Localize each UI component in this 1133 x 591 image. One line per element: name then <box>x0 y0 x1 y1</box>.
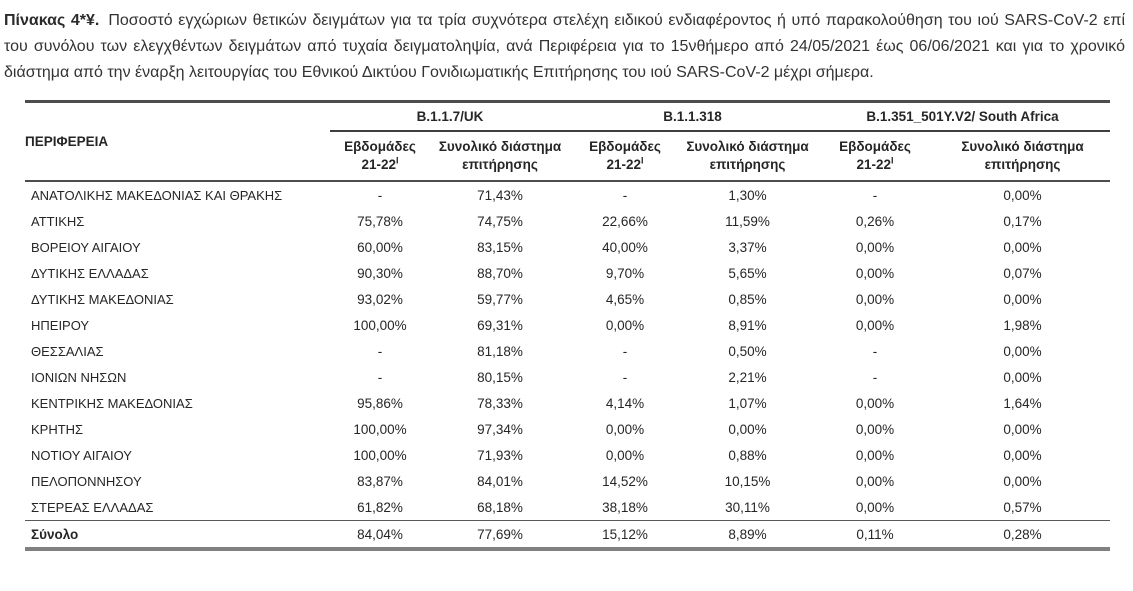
region-cell: ΣΤΕΡΕΑΣ ΕΛΛΑΔΑΣ <box>25 494 330 521</box>
value-cell: 1,98% <box>935 312 1110 338</box>
table-row <box>25 338 1110 364</box>
group-header-b1351: B.1.351_501Y.V2/ South Africa <box>815 102 1110 132</box>
region-cell: ΚΕΝΤΡΙΚΗΣ ΜΑΚΕΔΟΝΙΑΣ <box>25 390 330 416</box>
value-cell: 0,88% <box>680 442 815 468</box>
value-cell: 61,82% <box>330 494 430 521</box>
value-cell: 0,00% <box>815 390 935 416</box>
value-cell: 0,00% <box>680 416 815 442</box>
table-row <box>25 286 1110 312</box>
value-cell: 84,01% <box>430 468 570 494</box>
value-cell: 0,00% <box>815 234 935 260</box>
value-cell: 0,00% <box>815 416 935 442</box>
region-cell: ΔΥΤΙΚΗΣ ΕΛΛΑΔΑΣ <box>25 260 330 286</box>
region-cell: ΔΥΤΙΚΗΣ ΜΑΚΕΔΟΝΙΑΣ <box>25 286 330 312</box>
value-cell: 2,21% <box>680 364 815 390</box>
value-cell: 22,66% <box>570 208 680 234</box>
subheader-total-2: Συνολικό διάστημα επιτήρησης <box>680 131 815 181</box>
value-cell: - <box>815 181 935 208</box>
value-cell: 0,00% <box>570 416 680 442</box>
region-column-header: ΠΕΡΙΦΕΡΕΙΑ <box>25 102 330 182</box>
value-cell: 4,14% <box>570 390 680 416</box>
value-cell: 83,87% <box>330 468 430 494</box>
value-cell: 4,65% <box>570 286 680 312</box>
value-cell: 88,70% <box>430 260 570 286</box>
table-row <box>25 312 1110 338</box>
value-cell: 0,00% <box>935 468 1110 494</box>
value-cell: 97,34% <box>430 416 570 442</box>
value-cell: 0,00% <box>815 286 935 312</box>
region-cell: ΝΟΤΙΟΥ ΑΙΓΑΙΟΥ <box>25 442 330 468</box>
value-cell: 75,78% <box>330 208 430 234</box>
region-cell: ΑΝΑΤΟΛΙΚΗΣ ΜΑΚΕΔΟΝΙΑΣ ΚΑΙ ΘΡΑΚΗΣ <box>25 181 330 208</box>
value-cell: 95,86% <box>330 390 430 416</box>
value-cell: 0,00% <box>570 312 680 338</box>
value-cell: 8,89% <box>680 521 815 550</box>
value-cell: 0,00% <box>935 416 1110 442</box>
value-cell: - <box>330 181 430 208</box>
value-cell: - <box>330 364 430 390</box>
value-cell: 10,15% <box>680 468 815 494</box>
value-cell: 0,00% <box>815 442 935 468</box>
value-cell: - <box>570 338 680 364</box>
value-cell: - <box>815 338 935 364</box>
value-cell: 59,77% <box>430 286 570 312</box>
table-row <box>25 494 1110 521</box>
value-cell: 80,15% <box>430 364 570 390</box>
value-cell: 0,00% <box>935 234 1110 260</box>
table-row <box>25 390 1110 416</box>
value-cell: 0,00% <box>815 468 935 494</box>
region-cell: ΒΟΡΕΙΟΥ ΑΙΓΑΙΟΥ <box>25 234 330 260</box>
value-cell: 100,00% <box>330 312 430 338</box>
value-cell: 15,12% <box>570 521 680 550</box>
table-header <box>25 102 1110 182</box>
table-row <box>25 234 1110 260</box>
value-cell: 0,07% <box>935 260 1110 286</box>
value-cell: 90,30% <box>330 260 430 286</box>
value-cell: 0,00% <box>935 364 1110 390</box>
region-cell: ΚΡΗΤΗΣ <box>25 416 330 442</box>
footnote-marker: Ι <box>891 155 894 166</box>
subheader-total-3: Συνολικό διάστημα επιτήρησης <box>935 131 1110 181</box>
value-cell: 0,11% <box>815 521 935 550</box>
table-row <box>25 181 1110 208</box>
value-cell: - <box>330 338 430 364</box>
value-cell: 0,00% <box>935 181 1110 208</box>
value-cell: 0,17% <box>935 208 1110 234</box>
value-cell: 40,00% <box>570 234 680 260</box>
value-cell: 100,00% <box>330 416 430 442</box>
variants-table <box>25 100 1110 551</box>
table-caption-text: Ποσοστό εγχώριων θετικών δειγμάτων για τα τρία συχνότερα στελέχη ειδικού ενδιαφέροντος ή υπό παρακολούθηση του ιού SARS-CoV-2 επί του συνόλου των ελεγχθέντων δειγμάτων από τυχαία δειγματοληψία, ανά Περιφέρεια για το 15νθήμερο από 24/05/2021 έως 06/06/2021 και για το χρονικό διάστημα από την έναρξη λειτουργίας του Εθνικού Δικτύου Γονιδιωματικής Επιτήρησης του ιού SARS-CoV-2 μέχρι σήμερα. <box>4 12 1125 81</box>
table-row <box>25 468 1110 494</box>
variant-group-row <box>25 102 1110 132</box>
table-row <box>25 260 1110 286</box>
value-cell: 0,00% <box>815 494 935 521</box>
value-cell: 1,07% <box>680 390 815 416</box>
footnote-marker: Ι <box>641 155 644 166</box>
value-cell: 81,18% <box>430 338 570 364</box>
value-cell: 0,57% <box>935 494 1110 521</box>
table-caption-label: Πίνακας 4*¥. <box>4 12 100 29</box>
region-cell: ΑΤΤΙΚΗΣ <box>25 208 330 234</box>
region-cell: ΗΠΕΙΡΟΥ <box>25 312 330 338</box>
value-cell: 84,04% <box>330 521 430 550</box>
footnote-marker: Ι <box>396 155 399 166</box>
value-cell: 0,50% <box>680 338 815 364</box>
value-cell: 8,91% <box>680 312 815 338</box>
value-cell: 0,00% <box>815 312 935 338</box>
value-cell: - <box>570 181 680 208</box>
value-cell: 69,31% <box>430 312 570 338</box>
value-cell: - <box>570 364 680 390</box>
value-cell: 0,28% <box>935 521 1110 550</box>
value-cell: 0,00% <box>935 442 1110 468</box>
subheader-weeks-1: Εβδομάδες $21-22^I$ <box>330 131 430 181</box>
value-cell: 77,69% <box>430 521 570 550</box>
value-cell: 1,30% <box>680 181 815 208</box>
value-cell: 0,00% <box>935 286 1110 312</box>
group-header-b11318: B.1.1.318 <box>570 102 815 132</box>
value-cell: 93,02% <box>330 286 430 312</box>
value-cell: 60,00% <box>330 234 430 260</box>
region-cell: ΙΟΝΙΩΝ ΝΗΣΩΝ <box>25 364 330 390</box>
region-cell: ΘΕΣΣΑΛΙΑΣ <box>25 338 330 364</box>
value-cell: 71,43% <box>430 181 570 208</box>
table-caption <box>4 8 1125 86</box>
value-cell: 0,00% <box>815 260 935 286</box>
value-cell: 74,75% <box>430 208 570 234</box>
value-cell: 78,33% <box>430 390 570 416</box>
value-cell: 0,00% <box>935 338 1110 364</box>
value-cell: 1,64% <box>935 390 1110 416</box>
value-cell: 5,65% <box>680 260 815 286</box>
value-cell: 0,26% <box>815 208 935 234</box>
value-cell: 38,18% <box>570 494 680 521</box>
total-row <box>25 521 1110 550</box>
table-body <box>25 181 1110 549</box>
value-cell: 100,00% <box>330 442 430 468</box>
value-cell: - <box>815 364 935 390</box>
group-header-b117: B.1.1.7/UK <box>330 102 570 132</box>
table-row <box>25 364 1110 390</box>
value-cell: 3,37% <box>680 234 815 260</box>
value-cell: 11,59% <box>680 208 815 234</box>
subheader-weeks-3: Εβδομάδες $21-22^I$ <box>815 131 935 181</box>
region-cell: ΠΕΛΟΠΟΝΝΗΣΟΥ <box>25 468 330 494</box>
value-cell: 68,18% <box>430 494 570 521</box>
value-cell: 71,93% <box>430 442 570 468</box>
table-row <box>25 442 1110 468</box>
table-container <box>25 100 1110 551</box>
value-cell: 0,00% <box>570 442 680 468</box>
value-cell: 14,52% <box>570 468 680 494</box>
region-cell: Σύνολο <box>25 521 330 550</box>
subheader-weeks-2: Εβδομάδες $21-22^I$ <box>570 131 680 181</box>
value-cell: 83,15% <box>430 234 570 260</box>
subheader-total-1: Συνολικό διάστημα επιτήρησης <box>430 131 570 181</box>
table-row <box>25 208 1110 234</box>
value-cell: 9,70% <box>570 260 680 286</box>
table-row <box>25 416 1110 442</box>
value-cell: 30,11% <box>680 494 815 521</box>
value-cell: 0,85% <box>680 286 815 312</box>
